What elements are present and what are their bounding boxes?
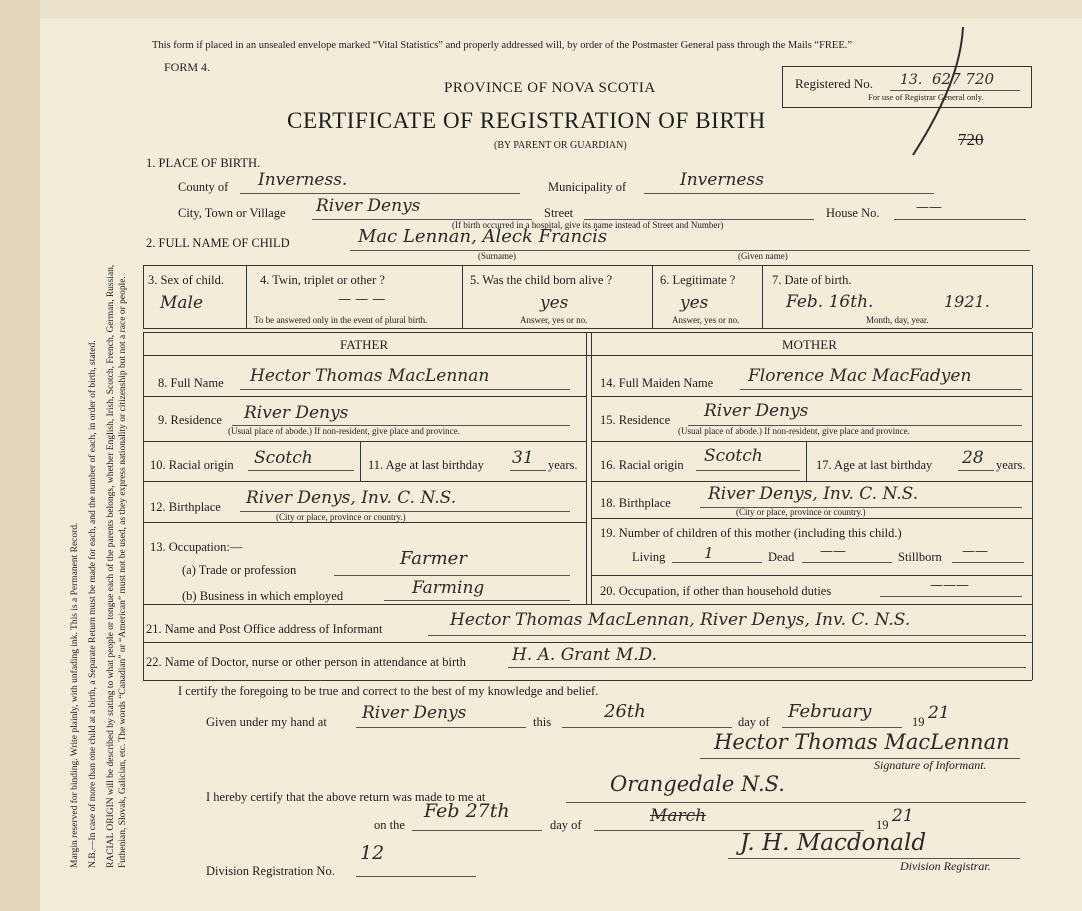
stillborn-value: —— <box>962 544 988 559</box>
form-number: FORM 4. <box>164 60 211 74</box>
father-racial-label: 10. Racial origin <box>150 458 234 472</box>
birth-date-label: 7. Date of birth. <box>772 273 852 287</box>
mother-birthplace-label: 18. Birthplace <box>600 496 671 510</box>
father-residence-note: (Usual place of abode.) If non-resident, give place and province. <box>228 426 460 436</box>
registrar-statement: I hereby certify that the above return was made to me at <box>206 790 486 804</box>
father-years-label: years. <box>548 458 578 472</box>
birth-year-value: 1921. <box>944 292 990 311</box>
mother-residence-note: (Usual place of abode.) If non-resident, give place and province. <box>678 426 910 436</box>
mother-age-label: 17. Age at last birthday <box>816 458 933 472</box>
sex-label: 3. Sex of child. <box>148 273 225 287</box>
legitimate-value: yes <box>680 293 709 313</box>
county-label: County of <box>178 180 229 194</box>
child-name-value: Mac Lennan, Aleck Francis <box>358 226 608 247</box>
certificate-subtitle: (BY PARENT OR GUARDIAN) <box>494 140 627 151</box>
child-name-label: 2. FULL NAME OF CHILD <box>146 236 290 250</box>
given-under-label: Given under my hand at <box>206 715 327 729</box>
house-label: House No. <box>826 206 880 220</box>
legitimate-note: Answer, yes or no. <box>672 315 740 325</box>
father-birthplace-note: (City or place, province or country.) <box>276 512 406 522</box>
registrar-day-value: Feb 27th <box>424 800 510 822</box>
municipality-label: Municipality of <box>548 180 627 194</box>
given-place-value: River Denys <box>362 703 467 723</box>
municipality-value: Inverness <box>680 170 764 190</box>
given-name-note: (Given name) <box>738 251 788 261</box>
division-registration-value: 12 <box>360 842 385 864</box>
informant-label: 21. Name and Post Office address of Informant <box>146 622 383 636</box>
mother-years-label: years. <box>996 458 1026 472</box>
registrar-month-value: March <box>650 806 707 826</box>
father-heading: FATHER <box>340 337 389 352</box>
father-age-value: 31 <box>512 448 534 468</box>
county-value: Inverness. <box>258 170 348 190</box>
side-number: 720 <box>958 130 984 149</box>
mother-racial-label: 16. Racial origin <box>600 458 684 472</box>
father-trade-label: (a) Trade or profession <box>182 563 297 577</box>
doctor-label: 22. Name of Doctor, nurse or other person in attendance at birth <box>146 655 466 669</box>
margin-note-multiple-births: N.B.—In case of more than one child at a birth, a Separate Return must be made for each, and the number of each, in order of birth, stated. <box>88 340 98 868</box>
informant-signature: Hector Thomas MacLennan <box>714 730 1010 754</box>
given-year-prefix: 19 <box>912 715 925 729</box>
father-occupation-label: 13. Occupation:— <box>150 540 243 554</box>
father-residence-label: 9. Residence <box>158 413 222 427</box>
province-heading: PROVINCE OF NOVA SCOTIA <box>444 80 656 96</box>
mother-occupation-value: ——— <box>930 578 969 593</box>
informant-signature-label: Signature of Informant. <box>874 758 987 772</box>
given-day-value: 26th <box>604 701 646 722</box>
living-value: 1 <box>704 544 714 562</box>
city-label: City, Town or Village <box>178 206 286 220</box>
registered-value: 13. <box>900 72 923 88</box>
street-label: Street <box>544 206 574 220</box>
given-year-value: 21 <box>928 703 950 723</box>
registrar-year-prefix: 19 <box>876 818 889 832</box>
father-business-label: (b) Business in which employed <box>182 589 344 603</box>
born-alive-value: yes <box>540 293 569 313</box>
father-name-label: 8. Full Name <box>158 376 224 390</box>
certification-statement: I certify the foregoing to be true and correct to the best of my knowledge and belief. <box>178 684 599 698</box>
registrar-day-of-label: day of <box>550 818 582 832</box>
registrar-note: For use of Registrar General only. <box>868 92 984 102</box>
given-month-value: February <box>788 701 872 722</box>
father-racial-value: Scotch <box>254 448 313 468</box>
father-trade-value: Farmer <box>400 548 467 569</box>
mother-racial-value: Scotch <box>704 446 763 466</box>
registrar-signature-label: Division Registrar. <box>900 859 991 873</box>
page-edge <box>0 0 40 911</box>
surname-note: (Surname) <box>478 251 516 261</box>
day-of-label: day of <box>738 715 770 729</box>
margin-note-binding: Margin reserved for binding. Write plainly, with unfading ink. This is a Permanent Record. <box>70 522 80 868</box>
certificate-title: CERTIFICATE OF REGISTRATION OF BIRTH <box>287 108 766 133</box>
legitimate-label: 6. Legitimate ? <box>660 273 736 287</box>
twin-value: — — — <box>338 292 386 307</box>
born-alive-label: 5. Was the child born alive ? <box>470 273 613 287</box>
margin-note-nationality: Futhenian, Slovak, Galician, etc. The words “Canadian” or “American” must not be used, as they express nationality or citizenship but not a race or people. <box>118 276 128 868</box>
this-label: this <box>533 715 552 729</box>
mother-residence-label: 15. Residence <box>600 413 671 427</box>
dead-value: —— <box>820 544 846 559</box>
doctor-value: H. A. Grant M.D. <box>512 645 657 665</box>
house-value: —— <box>916 200 942 215</box>
registered-label: Registered No. <box>795 76 873 91</box>
city-value: River Denys <box>316 196 421 216</box>
mother-birthplace-value: River Denys, Inv. C. N.S. <box>708 484 919 504</box>
birth-date-note: Month, day, year. <box>866 315 929 325</box>
postal-note: This form if placed in an unsealed envelope marked “Vital Statistics” and properly addressed will, by order of the Postmaster General pass through the Mails “FREE.” <box>152 40 853 51</box>
mother-name-label: 14. Full Maiden Name <box>600 376 714 390</box>
registrar-signature: J. H. Macdonald <box>740 830 927 856</box>
place-of-birth-label: 1. PLACE OF BIRTH. <box>146 156 261 170</box>
stillborn-label: Stillborn <box>898 550 942 564</box>
father-birthplace-label: 12. Birthplace <box>150 500 221 514</box>
mother-name-value: Florence Mac MacFadyen <box>748 366 972 386</box>
dead-label: Dead <box>768 550 795 564</box>
mother-age-value: 28 <box>962 448 984 468</box>
mother-heading: MOTHER <box>782 337 837 352</box>
on-the-label: on the <box>374 818 405 832</box>
father-business-value: Farming <box>412 578 485 598</box>
father-age-label: 11. Age at last birthday <box>368 458 484 472</box>
registrar-stroke-mark <box>905 25 975 160</box>
born-alive-note: Answer, yes or no. <box>520 315 588 325</box>
street-note: (If birth occurred in a hospital, give its name instead of Street and Number) <box>452 220 724 230</box>
registered-number: 627 720 <box>932 70 995 88</box>
registrar-year-value: 21 <box>892 806 914 826</box>
father-birthplace-value: River Denys, Inv. C. N.S. <box>246 488 457 508</box>
birth-date-value: Feb. 16th. <box>786 292 874 312</box>
living-label: Living <box>632 550 666 564</box>
registrar-place-value: Orangedale N.S. <box>610 772 785 796</box>
twin-label: 4. Twin, triplet or other ? <box>260 273 385 287</box>
mother-birthplace-note: (City or place, province or country.) <box>736 507 866 517</box>
division-registration-label: Division Registration No. <box>206 864 335 878</box>
mother-occupation-label: 20. Occupation, if other than household duties <box>600 584 832 598</box>
twin-note: To be answered only in the event of plural birth. <box>254 315 428 325</box>
mother-residence-value: River Denys <box>704 401 809 421</box>
father-name-value: Hector Thomas MacLennan <box>250 366 490 386</box>
sex-value: Male <box>160 293 204 313</box>
father-residence-value: River Denys <box>244 403 349 423</box>
mother-children-label: 19. Number of children of this mother (including this child.) <box>600 526 902 540</box>
informant-value: Hector Thomas MacLennan, River Denys, Inv. C. N.S. <box>450 610 911 630</box>
margin-note-racial-origin: RACIAL ORIGIN will be described by stating to what people or tongue each of the parents belongs, whether English, Irish, Scotch, French, German, Russian, <box>106 264 116 868</box>
